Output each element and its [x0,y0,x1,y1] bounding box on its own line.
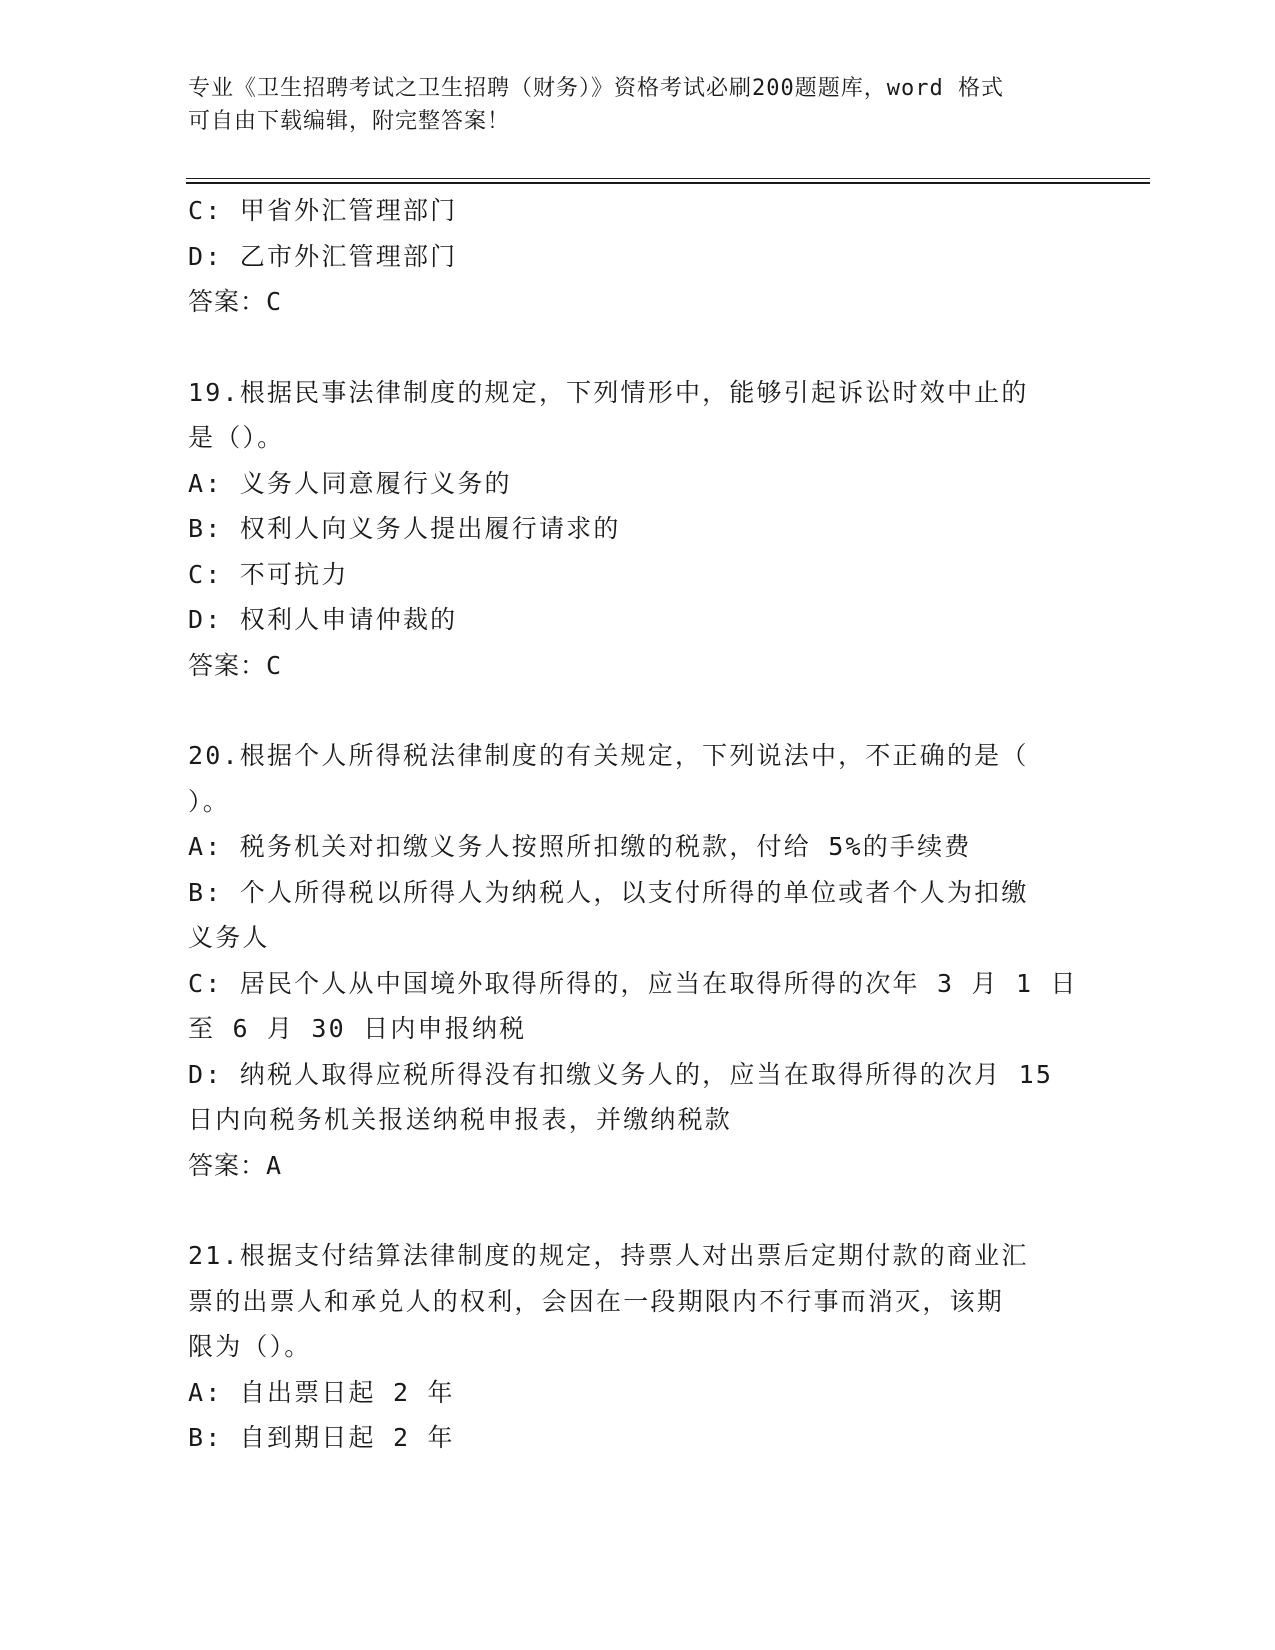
header-divider-thick [186,182,1150,184]
answer: 答案：A [188,1150,283,1180]
option-c: 至 6 月 30 日内申报纳税 [188,1014,527,1043]
option-d: D: 乙市外汇管理部门 [188,241,458,271]
document-header [188,72,1078,138]
question-19 [188,370,1088,689]
option-b: 义务人 [188,923,270,952]
question-stem: 限为（）。 [188,1332,312,1361]
option-c: C: 居民个人从中国境外取得所得的，应当在取得所得的次年 3 月 1 日 [188,968,1078,998]
spacer [188,688,1088,733]
option-c: C: 甲省外汇管理部门 [188,196,458,225]
option-a: A: 自出票日起 2 年 [188,1377,455,1407]
option-b: B: 个人所得税以所得人为纳税人，以支付所得的单位或者个人为扣缴 [188,877,1029,907]
header-divider-thin [186,178,1150,179]
question-stem: 21.根据支付结算法律制度的规定，持票人对出票后定期付款的商业汇 [188,1241,1029,1270]
option-b: B: 自到期日起 2 年 [188,1423,455,1452]
question-21 [188,1233,1088,1461]
answer: 答案：C [188,650,283,680]
question-stem: ）。 [188,786,230,816]
question-stem: 20.根据个人所得税法律制度的有关规定，下列说法中，不正确的是（ [188,741,1029,770]
spacer [188,325,1088,370]
question-18-fragment [188,188,1088,325]
option-d: D: 纳税人取得应税所得没有扣缴义务人的，应当在取得所得的次月 15 [188,1059,1054,1089]
question-20 [188,733,1088,1188]
question-list [188,188,1088,1461]
question-stem: 票的出票人和承兑人的权利，会因在一段期限内不行事而消灭，该期 [188,1286,1005,1316]
option-b: B: 权利人向义务人提出履行请求的 [188,514,621,543]
question-stem: 是（）。 [188,423,285,452]
option-c: C: 不可抗力 [188,559,349,589]
option-a: A: 税务机关对扣缴义务人按照所扣缴的税款，付给 5%的手续费 [188,832,972,861]
option-d: 日内向税务机关报送纳税申报表，并缴纳税款 [188,1105,733,1134]
header-line-2: 可自由下载编辑，附完整答案！ [188,109,511,134]
spacer [188,1188,1088,1233]
answer: 答案：C [188,287,283,316]
option-d: D: 权利人申请仲裁的 [188,605,458,634]
question-stem: 19.根据民事法律制度的规定，下列情形中，能够引起诉讼时效中止的 [188,377,1029,407]
option-a: A: 义务人同意履行义务的 [188,468,512,498]
header-line-1: 专业《卫生招聘考试之卫生招聘（财务）》资格考试必刷200题题库，word 格式 [188,76,1004,101]
